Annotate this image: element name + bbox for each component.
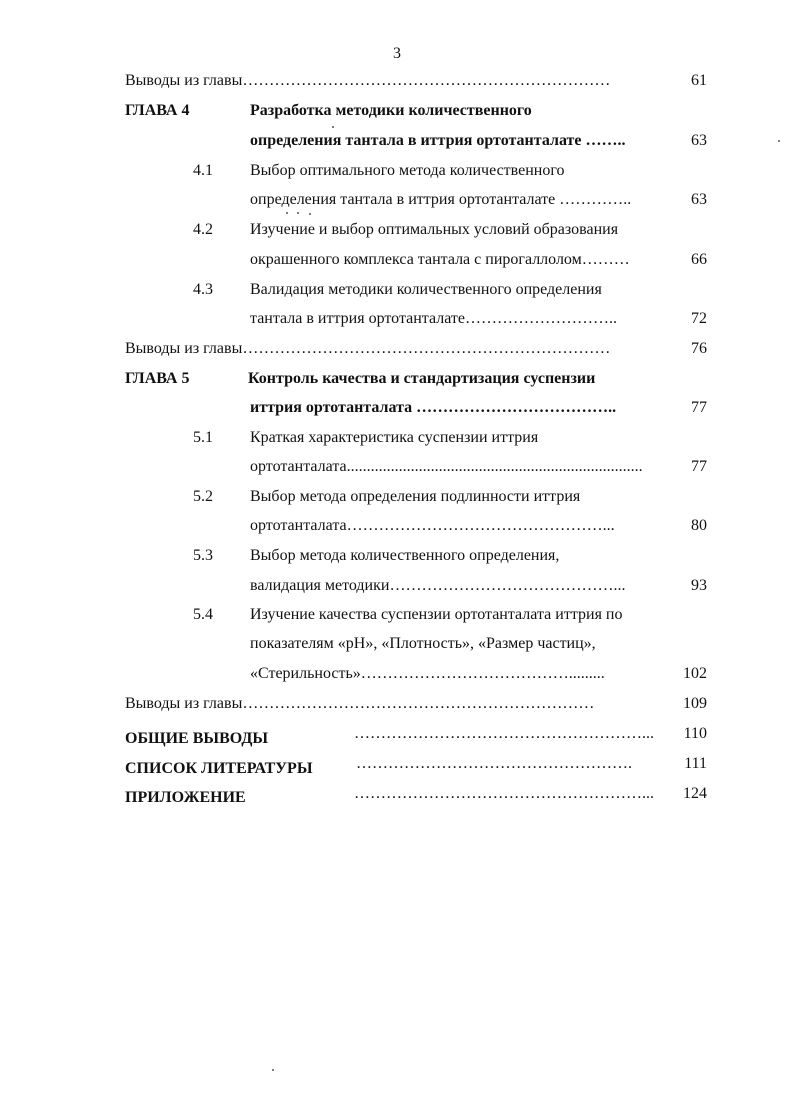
toc-references-leader: ……………………………………………. [356,755,632,772]
toc-section-5-2-line1: Выбор метода определения подлинности иттрия [250,488,581,505]
scan-speck [272,1069,274,1071]
scan-speck [297,212,299,214]
toc-page-4-1: 63 [691,191,707,208]
toc-entry-conclusions-3: Выводы из главы…………………………………………………………… [125,72,611,89]
toc-section-4-1-number: 4.1 [193,162,213,179]
scan-speck [286,212,288,214]
toc-section-4-2-line2: окрашенного комплекса тантала с пирогаллолом……… [250,251,630,268]
toc-entry-conclusions-4: Выводы из главы…………………………………………………………… [125,340,611,357]
scan-speck [778,140,780,142]
toc-page-4-3: 72 [691,310,707,327]
scan-speck [332,126,334,128]
toc-section-5-4-line1: Изучение качества суспензии ортотанталата иттрия по [250,606,623,623]
toc-page-5-4: 102 [683,665,707,682]
toc-references: СПИСОК ЛИТЕРАТУРЫ [125,760,313,777]
toc-section-4-2-number: 4.2 [193,221,213,238]
page-number: 3 [393,45,401,62]
toc-section-5-3-number: 5.3 [193,547,213,564]
toc-general-conclusions-leader: ………………………………………………... [354,725,654,742]
toc-section-4-2-line1: Изучение и выбор оптимальных условий образования [250,221,619,238]
toc-section-4-3-line1: Валидация методики количественного определения [250,281,602,298]
toc-section-5-1-number: 5.1 [193,429,213,446]
toc-appendix-leader: ………………………………………………... [354,785,654,802]
toc-section-5-2-line2: ортотанталата…………………………………………... [250,517,615,534]
toc-section-5-4-line2: показателям «рН», «Плотность», «Размер частиц», [250,635,596,652]
toc-section-4-3-line2: тантала в иттрия ортотанталате……………………….. [250,310,617,327]
toc-section-5-3-line1: Выбор метода количественного определения, [250,547,560,564]
toc-section-5-4-line3: «Стерильность»…………………………………......... [250,665,605,682]
toc-section-5-1-line1: Краткая характеристика суспензии иттрия [250,429,539,446]
toc-entry-conclusions-5: Выводы из главы………………………………………………………… [125,695,595,712]
toc-chapter-4-title-line1: Разработка методики количественного [250,102,532,119]
toc-page-references: 111 [684,755,707,772]
toc-page-5-1: 77 [691,458,707,475]
toc-page-appendix: 124 [683,785,707,802]
toc-section-5-2-number: 5.2 [193,488,213,505]
toc-page-conclusions-5: 109 [683,695,707,712]
toc-page-conclusions-4: 76 [691,340,707,357]
toc-page-4-2: 66 [691,251,707,268]
toc-chapter-4-label: ГЛАВА 4 [125,102,190,119]
scan-speck [309,213,311,215]
toc-page-chapter-4: 63 [691,132,707,149]
toc-general-conclusions: ОБЩИЕ ВЫВОДЫ [125,730,269,747]
toc-section-4-1-line2: определения тантала в иттрия ортотанталате ………….. [250,191,632,208]
toc-page-conclusions-3: 61 [691,72,707,89]
toc-section-5-3-line2: валидация методики……………………………………... [250,577,626,594]
toc-page-5-2: 80 [691,517,707,534]
toc-section-5-1-line2: ортотанталата.......................................................................... [250,458,643,475]
toc-page-general-conclusions: 110 [683,725,707,742]
toc-chapter-5-title-line2: иттрия ортотанталата ……………………………….. [250,399,617,416]
toc-section-4-3-number: 4.3 [193,281,213,298]
toc-page-chapter-5: 77 [691,399,707,416]
toc-section-4-1-line1: Выбор оптимального метода количественного [250,162,565,179]
toc-appendix: ПРИЛОЖЕНИЕ [125,789,246,806]
toc-chapter-5-title-line1: Контроль качества и стандартизация суспензии [248,370,596,387]
toc-page-5-3: 93 [691,577,707,594]
toc-section-5-4-number: 5.4 [193,606,213,623]
toc-chapter-4-title-line2: определения тантала в иттрия ортотанталате …….. [250,132,626,149]
toc-chapter-5-label: ГЛАВА 5 [125,370,190,387]
